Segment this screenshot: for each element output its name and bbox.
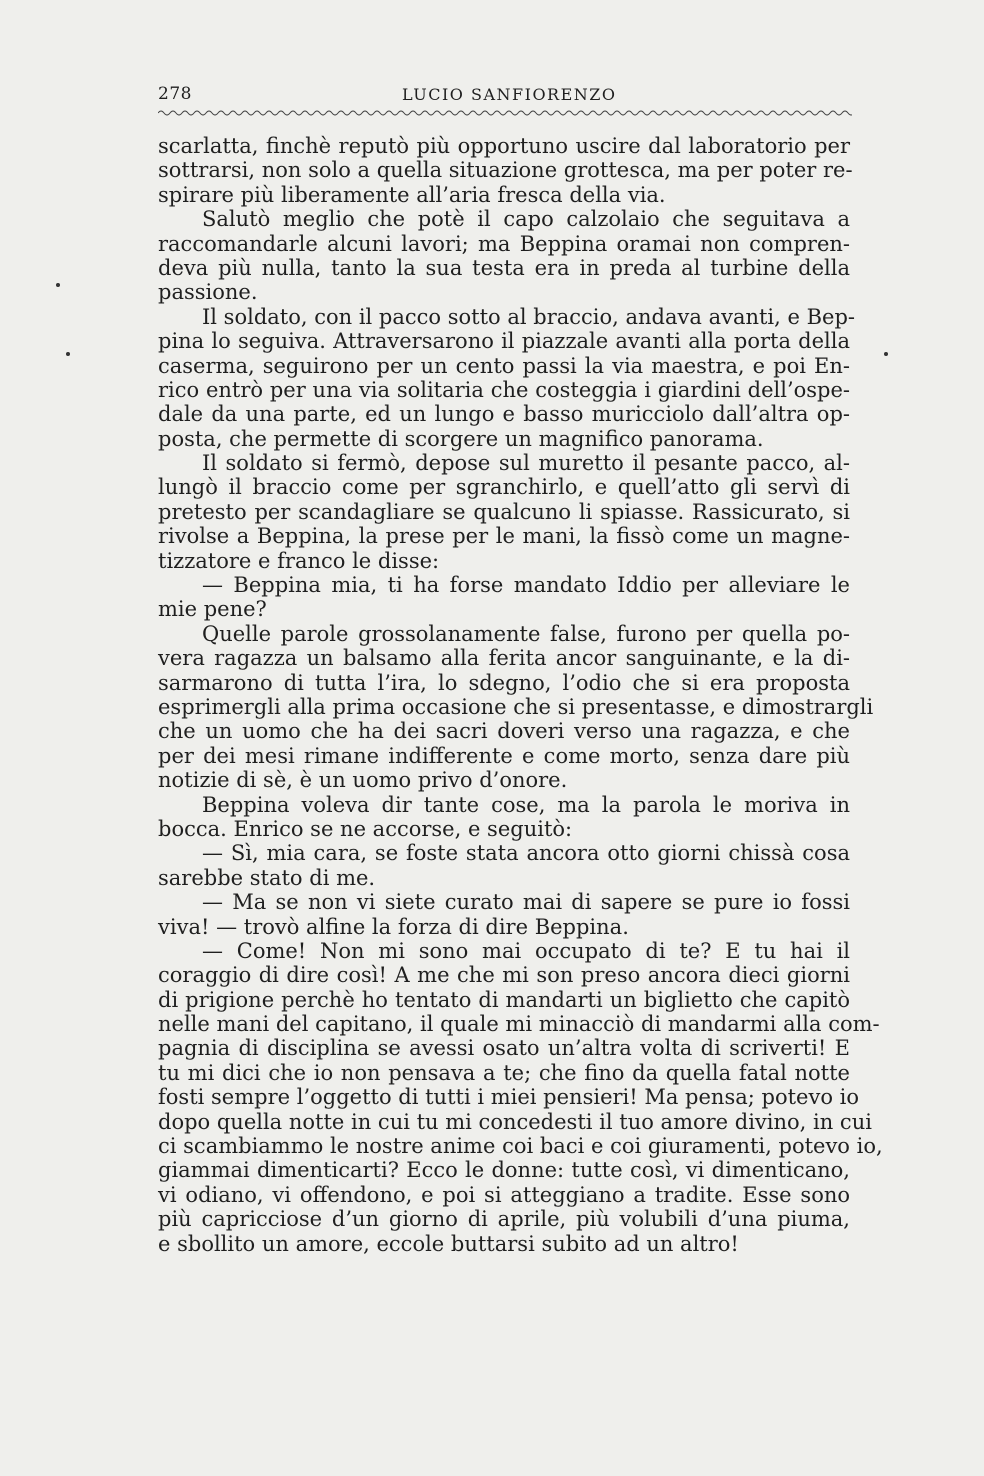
text-line: pretesto per scandagliare se qualcuno li spiasse. Rassicurato, si: [158, 499, 850, 524]
text-line: sarebbe stato di me.: [158, 865, 376, 890]
text-line: sarmarono di tutta l’ira, lo sdegno, l’odio che si era proposta: [158, 670, 850, 695]
text-line: dopo quella notte in cui tu mi concedesti il tuo amore divino, in cui: [158, 1109, 872, 1134]
text-line: ci scambiammo le nostre anime coi baci e coi giuramenti, potevo io,: [158, 1134, 883, 1159]
text-line: rivolse a Beppina, la prese per le mani, la fissò come un magne-: [158, 524, 850, 549]
text-line: scarlatta, finchè reputò più opportuno uscire dal laboratorio per: [158, 134, 850, 158]
text-line: caserma, seguirono per un cento passi la via maestra, e poi En-: [158, 353, 850, 378]
text-line: Beppina voleva dir tante cose, ma la parola le moriva in: [202, 792, 850, 817]
text-line: mie pene?: [158, 597, 267, 622]
text-line: e sbollito un amore, eccole buttarsi subito ad un altro!: [158, 1231, 739, 1256]
text-line: tu mi dici che io non pensava a te; che fino da quella fatal notte: [158, 1060, 850, 1085]
text-line: lungò il braccio come per sgranchirlo, e quell’atto gli servì di: [158, 475, 850, 500]
text-line: viva! — trovò alfine la forza di dire Beppina.: [158, 914, 629, 939]
text-line: — Sì, mia cara, se foste stata ancora otto giorni chissà cosa: [202, 841, 850, 866]
print-speck: [56, 283, 60, 287]
text-line: per dei mesi rimane indifferente e come morto, senza dare più: [158, 743, 850, 768]
text-line: deva più nulla, tanto la sua testa era in preda al turbine della: [158, 255, 850, 280]
text-line: Quelle parole grossolanamente false, furono per quella po-: [202, 621, 850, 646]
text-line: posta, che permette di scorgere un magnifico panorama.: [158, 426, 764, 451]
print-speck: [884, 352, 888, 356]
page-number: 278: [158, 84, 192, 104]
text-line: che un uomo che ha dei sacri doveri verso una ragazza, e che: [158, 719, 850, 744]
text-line: più capricciose d’un giorno di aprile, più volubili d’una piuma,: [158, 1207, 850, 1232]
text-line: Salutò meglio che potè il capo calzolaio che seguitava a: [202, 207, 850, 232]
text-line: nelle mani del capitano, il quale mi minacciò di mandarmi alla com-: [158, 1012, 880, 1037]
text-line: sottrarsi, non solo a quella situazione grottesca, ma per poter re-: [158, 158, 853, 183]
text-line: vi odiano, vi offendono, e poi si atteggiano a tradite. Esse sono: [158, 1182, 850, 1207]
text-line: — Ma se non vi siete curato mai di sapere se pure io fossi: [202, 890, 850, 915]
print-speck: [66, 352, 70, 356]
text-line: esprimergli alla prima occasione che si presentasse, e dimostrargli: [158, 694, 874, 719]
text-line: di prigione perchè ho tentato di mandarti un biglietto che capitò: [158, 987, 850, 1012]
running-head: LUCIO SANFIORENZO: [402, 85, 617, 104]
text-line: tizzatore e franco le disse:: [158, 548, 440, 573]
text-line: pina lo seguiva. Attraversarono il piazzale avanti alla porta della: [158, 329, 850, 354]
text-line: spirare più liberamente all’aria fresca della via.: [158, 182, 666, 207]
text-line: giammai dimenticarti? Ecco le donne: tutte così, vi dimenticano,: [158, 1158, 850, 1183]
text-line: Il soldato, con il pacco sotto al braccio, andava avanti, e Bep-: [202, 304, 855, 329]
text-line: notizie di sè, è un uomo privo d’onore.: [158, 768, 568, 793]
text-line: dale da una parte, ed un lungo e basso muricciolo dall’altra op-: [158, 402, 850, 427]
wavy-rule-divider: [158, 106, 852, 120]
text-line: vera ragazza un balsamo alla ferita ancor sanguinante, e la di-: [158, 646, 850, 671]
text-line: — Beppina mia, ti ha forse mandato Iddio per alleviare le: [202, 573, 850, 598]
text-line: raccomandarle alcuni lavori; ma Beppina oramai non compren-: [158, 231, 850, 256]
text-line: coraggio di dire così! A me che mi son preso ancora dieci giorni: [158, 963, 850, 988]
body-text: [158, 134, 883, 1256]
text-line: Il soldato si fermò, depose sul muretto il pesante pacco, al-: [202, 451, 850, 476]
text-line: fosti sempre l’oggetto di tutti i miei pensieri! Ma pensa; potevo io: [158, 1085, 859, 1110]
text-line: rico entrò per una via solitaria che costeggia i giardini dell’ospe-: [158, 377, 850, 402]
text-line: pagnia di disciplina se avessi osato un’altra volta di scriverti! E: [158, 1036, 850, 1061]
text-line: bocca. Enrico se ne accorse, e seguitò:: [158, 816, 573, 841]
text-line: passione.: [158, 280, 258, 305]
page-header: [158, 84, 850, 106]
text-line: — Come! Non mi sono mai occupato di te? E tu hai il: [202, 938, 850, 963]
